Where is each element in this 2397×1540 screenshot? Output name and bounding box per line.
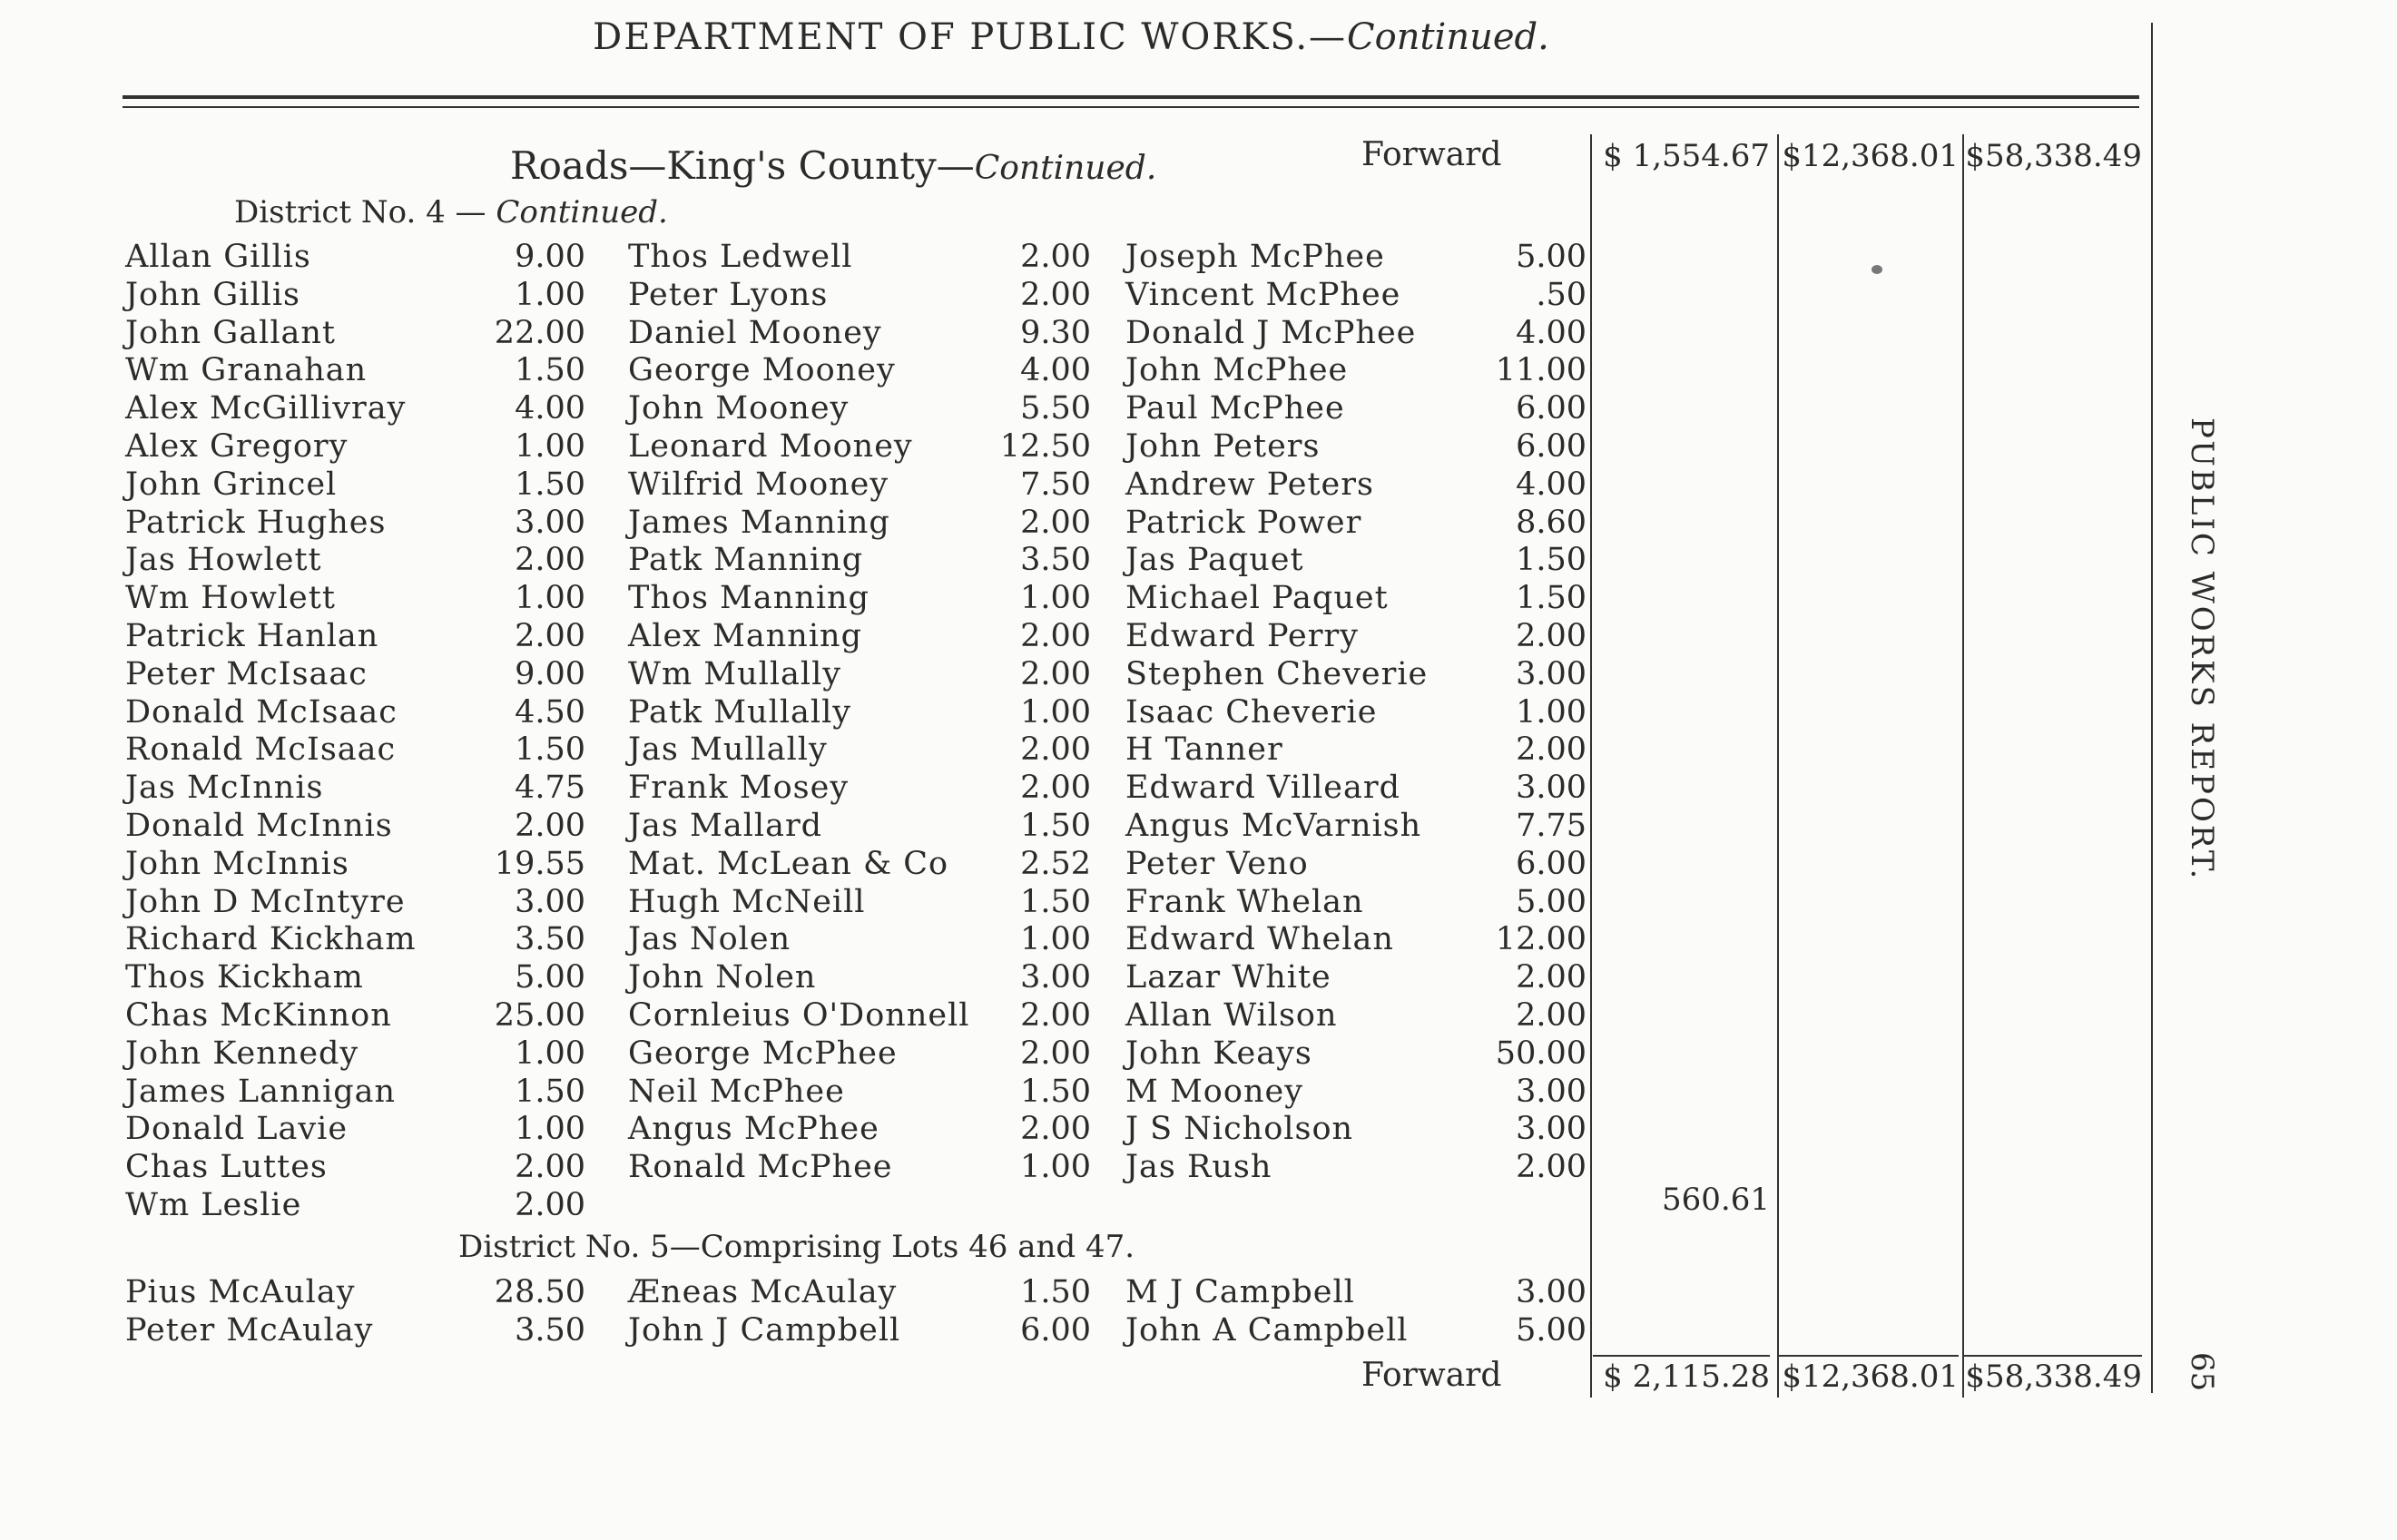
district4-amount: 3.50 [1020, 542, 1091, 579]
district4-name: M Mooney [1125, 1073, 1303, 1110]
district4-name: Thos Kickham [125, 959, 364, 996]
forward-bottom-col2: $12,368.01 [1782, 1359, 1959, 1395]
forward-bottom-col1: $ 2,115.28 [1603, 1359, 1770, 1395]
district4-name: Jas Mullally [628, 731, 828, 769]
district4-amount: 1.00 [1020, 921, 1091, 958]
district4-name: Donald McInnis [125, 808, 393, 844]
district-4-heading [234, 194, 668, 231]
forward-bottom-rule-1 [1593, 1355, 1770, 1357]
district4-amount: 1.50 [1516, 542, 1587, 579]
page-header [0, 16, 2142, 58]
district4-name: Frank Whelan [1125, 883, 1364, 920]
district4-amount: 7.75 [1516, 808, 1587, 844]
district4-name: Chas McKinnon [125, 997, 392, 1034]
district4-amount: 1.00 [1020, 580, 1091, 617]
district4-amount: 4.00 [1516, 466, 1587, 503]
district4-amount: 3.00 [515, 883, 585, 920]
district4-amount: 2.00 [1020, 239, 1091, 275]
district5-name: Peter McAulay [125, 1311, 374, 1349]
district4-name: Stephen Cheverie [1125, 655, 1429, 692]
district4-amount: 5.50 [1020, 390, 1091, 427]
district4-amount: 2.00 [1020, 770, 1091, 807]
forward-top-col3: $58,338.49 [1965, 138, 2142, 174]
district4-amount: 8.60 [1516, 504, 1587, 541]
district4-amount: 2.00 [1516, 618, 1587, 654]
forward-bottom-rule-3 [1964, 1355, 2142, 1357]
district4-amount: 2.00 [515, 618, 585, 654]
district4-amount: 2.00 [1020, 276, 1091, 313]
district4-amount: 1.00 [1516, 693, 1587, 731]
page-number: 65 [2184, 1352, 2220, 1392]
district4-name: Richard Kickham [125, 921, 417, 958]
district-4-total: 560.61 [1662, 1182, 1770, 1218]
district4-name: Ronald McIsaac [125, 731, 397, 769]
district4-amount: 3.00 [1516, 1073, 1587, 1110]
district5-amount: 3.50 [515, 1311, 585, 1349]
district4-amount: 1.50 [515, 466, 585, 503]
district4-name: Edward Perry [1125, 618, 1359, 654]
district4-name: Jas Paquet [1125, 542, 1304, 579]
district4-name: Wilfrid Mooney [628, 466, 889, 503]
district4-name: James Lannigan [125, 1073, 397, 1110]
district4-name: Michael Paquet [1125, 580, 1389, 617]
district4-name: Alex McGillivray [125, 390, 407, 427]
district4-name: Patrick Hanlan [125, 618, 379, 654]
district4-name: J S Nicholson [1125, 1111, 1354, 1148]
district4-amount: 1.50 [1516, 580, 1587, 617]
district4-amount: 6.00 [1516, 428, 1587, 465]
district4-amount: 2.00 [515, 808, 585, 844]
district4-name: Paul McPhee [1125, 390, 1345, 427]
district4-amount: 3.00 [1516, 770, 1587, 807]
district5-amount: 1.50 [1020, 1274, 1091, 1310]
district5-name: M J Campbell [1125, 1274, 1355, 1310]
district4-amount: 1.50 [515, 731, 585, 769]
district4-amount: 2.00 [1516, 959, 1587, 996]
district4-amount: 4.50 [515, 693, 585, 731]
district4-amount: 11.00 [1495, 352, 1587, 389]
district4-amount: 9.00 [515, 655, 585, 692]
district4-name: John D McIntyre [125, 883, 406, 920]
district4-amount: 1.50 [1020, 1073, 1091, 1110]
district4-name: Edward Whelan [1125, 921, 1394, 958]
column-rule-1 [1590, 134, 1592, 1398]
district4-name: John Gillis [125, 276, 301, 313]
header-rule-top [123, 95, 2139, 99]
district4-name: H Tanner [1125, 731, 1283, 769]
district4-amount: 2.00 [515, 1149, 585, 1186]
district4-name: Joseph McPhee [1125, 239, 1385, 275]
district4-amount: 2.00 [515, 542, 585, 579]
district4-amount: 9.00 [515, 239, 585, 275]
district4-name: John Kennedy [125, 1035, 359, 1072]
district4-name: Patk Mullally [628, 693, 852, 731]
district4-name: Lazar White [1125, 959, 1331, 996]
district4-amount: 3.00 [1516, 655, 1587, 692]
district5-name: Æneas McAulay [628, 1274, 898, 1310]
district4-amount: 6.00 [1516, 845, 1587, 882]
district4-name: George McPhee [628, 1035, 898, 1072]
district4-name: Vincent McPhee [1125, 276, 1401, 313]
district4-name: Daniel Mooney [628, 314, 882, 351]
district4-name: Jas Mallard [628, 808, 823, 844]
district4-name: Mat. McLean & Co [628, 845, 949, 882]
district5-amount: 6.00 [1020, 1311, 1091, 1349]
district4-name: Ronald McPhee [628, 1149, 893, 1186]
district4-amount: 2.00 [1516, 1149, 1587, 1186]
district4-amount: 25.00 [494, 997, 585, 1034]
district4-amount: 1.00 [515, 276, 585, 313]
district4-amount: 2.00 [1020, 504, 1091, 541]
district4-amount: 3.00 [1516, 1111, 1587, 1148]
ink-speck [1871, 265, 1882, 274]
forward-top-col2: $12,368.01 [1782, 138, 1959, 174]
district5-name: John A Campbell [1125, 1311, 1409, 1349]
district4-name: Donald J McPhee [1125, 314, 1417, 351]
district4-name: Wm Leslie [125, 1187, 302, 1223]
district4-name: Leonard Mooney [628, 428, 913, 465]
district5-amount: 5.00 [1516, 1311, 1587, 1349]
district4-name: John Mooney [628, 390, 850, 427]
column-rule-2 [1777, 134, 1779, 1398]
district4-amount: 22.00 [494, 314, 585, 351]
district-4-label: District No. 4 — [234, 194, 496, 231]
district4-amount: 4.00 [515, 390, 585, 427]
column-rule-3 [1962, 134, 1964, 1398]
district4-name: Peter Lyons [628, 276, 829, 313]
district4-name: Neil McPhee [628, 1073, 845, 1110]
district4-name: Patrick Hughes [125, 504, 387, 541]
district5-name: Pius McAulay [125, 1274, 356, 1310]
district5-name: John J Campbell [628, 1311, 901, 1349]
district4-amount: 12.50 [999, 428, 1091, 465]
forward-bottom-col3: $58,338.49 [1965, 1359, 2142, 1395]
district-5-heading: District No. 5—Comprising Lots 46 and 47. [458, 1229, 1135, 1265]
district4-amount: 2.00 [1020, 618, 1091, 654]
district5-amount: 28.50 [494, 1274, 585, 1310]
district4-name: Chas Luttes [125, 1149, 328, 1186]
district4-amount: 3.50 [515, 921, 585, 958]
page-header-continued: Continued. [1347, 16, 1549, 58]
district4-name: Jas Rush [1125, 1149, 1272, 1186]
district4-name: Thos Ledwell [628, 239, 853, 275]
district4-amount: 2.52 [1020, 845, 1091, 882]
district4-name: John Nolen [628, 959, 817, 996]
district4-amount: 1.00 [515, 428, 585, 465]
district4-name: Thos Manning [628, 580, 869, 617]
district4-amount: .50 [1536, 276, 1587, 313]
district4-name: John Grincel [125, 466, 338, 503]
district4-amount: 1.00 [1020, 693, 1091, 731]
district4-name: George Mooney [628, 352, 896, 389]
district4-name: John McPhee [1125, 352, 1349, 389]
district4-amount: 9.30 [1020, 314, 1091, 351]
district4-name: Frank Mosey [628, 770, 850, 807]
forward-label-top: Forward [1361, 136, 1502, 173]
district4-name: Peter McIsaac [125, 655, 368, 692]
district4-name: Peter Veno [1125, 845, 1309, 882]
district4-name: Jas Nolen [628, 921, 791, 958]
district4-amount: 6.00 [1516, 390, 1587, 427]
district4-name: Jas McInnis [125, 770, 324, 807]
district4-amount: 2.00 [515, 1187, 585, 1223]
district4-name: Wm Howlett [125, 580, 336, 617]
district4-amount: 1.50 [1020, 808, 1091, 844]
district5-amount: 3.00 [1516, 1274, 1587, 1310]
district4-amount: 2.00 [1020, 731, 1091, 769]
district4-amount: 3.00 [1020, 959, 1091, 996]
section-title [510, 143, 1156, 188]
side-running-title: PUBLIC WORKS REPORT. [2184, 417, 2220, 882]
forward-label-bottom: Forward [1361, 1357, 1502, 1394]
district-4-continued: Continued. [496, 194, 668, 231]
district4-name: Patrick Power [1125, 504, 1362, 541]
district4-name: Angus McPhee [628, 1111, 879, 1148]
district4-amount: 2.00 [1020, 1035, 1091, 1072]
header-rule-bottom [123, 106, 2139, 108]
district4-name: Jas Howlett [125, 542, 322, 579]
district4-name: Alex Manning [628, 618, 862, 654]
district4-amount: 2.00 [1020, 655, 1091, 692]
district4-amount: 1.50 [515, 352, 585, 389]
district4-amount: 12.00 [1495, 921, 1587, 958]
district4-amount: 3.00 [515, 504, 585, 541]
section-title-continued: Continued. [974, 150, 1157, 187]
page-right-rule [2151, 23, 2153, 1393]
section-title-text: Roads—King's County— [510, 143, 975, 188]
district4-name: Allan Wilson [1125, 997, 1338, 1034]
district4-name: John McInnis [125, 845, 349, 882]
district4-amount: 1.50 [1020, 883, 1091, 920]
district4-name: Alex Gregory [125, 428, 349, 465]
page-header-title: DEPARTMENT OF PUBLIC WORKS.— [593, 16, 1348, 58]
district4-name: Allan Gillis [125, 239, 311, 275]
district4-name: John Gallant [125, 314, 336, 351]
district4-amount: 2.00 [1516, 731, 1587, 769]
district4-amount: 1.00 [1020, 1149, 1091, 1186]
district4-name: Andrew Peters [1125, 466, 1374, 503]
district4-amount: 2.00 [1516, 997, 1587, 1034]
district4-amount: 7.50 [1020, 466, 1091, 503]
district4-name: John Keays [1125, 1035, 1312, 1072]
district4-name: Cornleius O'Donnell [628, 997, 970, 1034]
district4-name: Patk Manning [628, 542, 864, 579]
district4-name: James Manning [628, 504, 890, 541]
district4-amount: 5.00 [1516, 883, 1587, 920]
district4-amount: 1.00 [515, 1111, 585, 1148]
district4-name: Donald Lavie [125, 1111, 349, 1148]
district4-amount: 1.00 [515, 580, 585, 617]
district4-amount: 19.55 [494, 845, 585, 882]
district4-amount: 50.00 [1495, 1035, 1587, 1072]
district4-amount: 4.75 [515, 770, 585, 807]
district4-name: Wm Mullally [628, 655, 842, 692]
district4-amount: 4.00 [1020, 352, 1091, 389]
district4-name: Isaac Cheverie [1125, 693, 1378, 731]
district4-amount: 5.00 [515, 959, 585, 996]
district4-amount: 1.50 [515, 1073, 585, 1110]
district4-name: Wm Granahan [125, 352, 368, 389]
forward-top-col1: $ 1,554.67 [1603, 138, 1770, 174]
forward-bottom-rule-2 [1779, 1355, 1959, 1357]
district4-name: John Peters [1125, 428, 1321, 465]
district4-amount: 4.00 [1516, 314, 1587, 351]
district4-amount: 2.00 [1020, 997, 1091, 1034]
district4-amount: 5.00 [1516, 239, 1587, 275]
district4-name: Edward Villeard [1125, 770, 1400, 807]
district4-amount: 2.00 [1020, 1111, 1091, 1148]
district4-name: Hugh McNeill [628, 883, 866, 920]
district4-name: Donald McIsaac [125, 693, 398, 731]
district4-amount: 1.00 [515, 1035, 585, 1072]
district4-name: Angus McVarnish [1125, 808, 1422, 844]
